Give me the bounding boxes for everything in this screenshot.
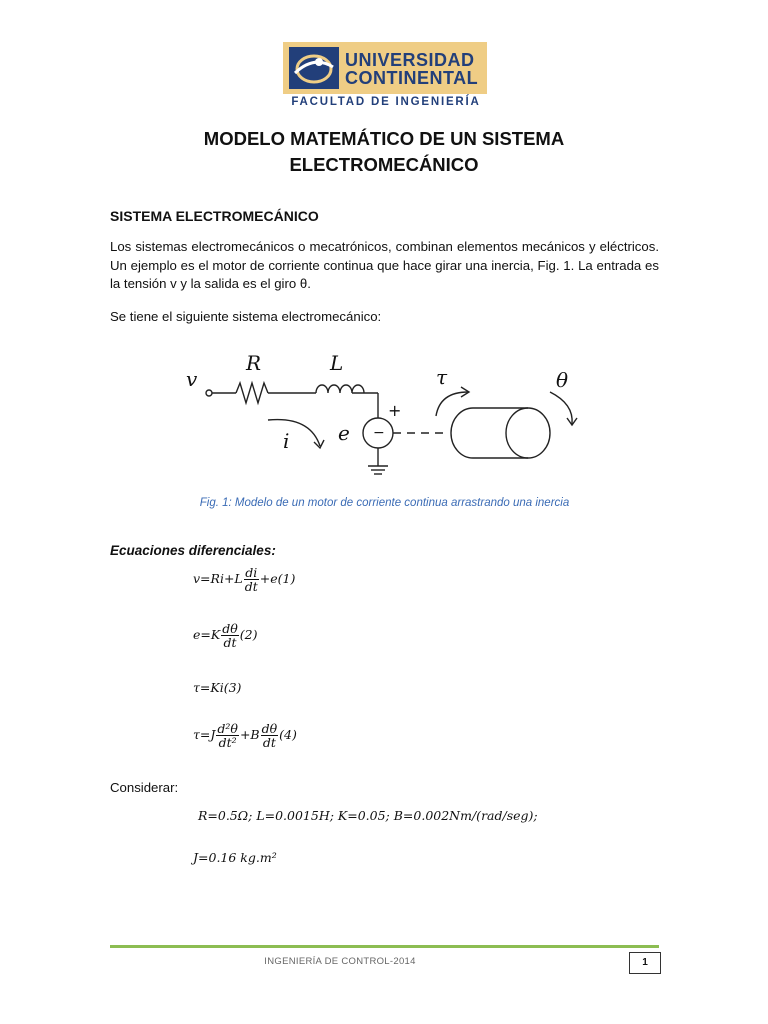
eq4-fraction-2	[261, 722, 279, 749]
eq4-numerator-2: dθ	[261, 721, 278, 736]
system-intro-paragraph: Se tiene el siguiente sistema electromecánico:	[110, 309, 382, 324]
parameters-line-2: J=0.16 kg.m²	[193, 850, 277, 865]
eq1-numerator: di	[245, 565, 258, 580]
equation-2	[193, 622, 257, 649]
eq1-lhs: v=Ri+L	[193, 571, 243, 586]
parameters-line-1: R=0.5Ω; L=0.0015H; K=0.05; B=0.002Nm/(rad/seg);	[198, 808, 538, 823]
eq2-lhs: e=K	[193, 627, 221, 642]
eq2-numerator: dθ	[222, 621, 238, 636]
minus-sign: −	[373, 425, 385, 441]
logo-line-2: CONTINENTAL	[345, 68, 479, 88]
motor-circuit-diagram	[178, 336, 592, 484]
eq4-denominator-1: dt²	[218, 735, 237, 750]
section-heading: SISTEMA ELECTROMECÁNICO	[110, 208, 319, 224]
footer-divider	[110, 945, 659, 948]
emf-label: e	[338, 421, 350, 445]
inertia-cylinder	[451, 408, 550, 458]
intro-paragraph: Los sistemas electromecánicos o mecatrónicos, combinan elementos mecánicos y eléctricos. Un ejemplo es el motor de corriente continua que hace girar una inercia, Fig. 1. La entrada es la tensión v y la salida es el giro θ.	[110, 239, 659, 291]
eq2-denominator: dt	[223, 635, 237, 650]
eq2-fraction	[221, 622, 239, 649]
consider-label: Considerar:	[110, 780, 179, 795]
eq1-rhs: +e(1)	[259, 571, 296, 586]
input-terminal	[206, 390, 212, 396]
equation-3: τ=Ki(3)	[193, 680, 242, 695]
page-number: 1	[629, 952, 661, 974]
footer-text: INGENIERÍA DE CONTROL-2014	[264, 956, 416, 967]
inductor-symbol	[316, 385, 364, 393]
eq1-denominator: dt	[244, 579, 258, 594]
equation-1	[193, 566, 295, 593]
current-arrow	[268, 420, 320, 446]
logo-emblem-icon	[289, 47, 339, 89]
eq4-lhs: τ=J	[193, 727, 216, 742]
logo-line-1: UNIVERSIDAD	[345, 50, 475, 70]
university-logo	[283, 42, 487, 94]
rotation-arrow	[550, 392, 572, 424]
eq2-rhs: (2)	[239, 627, 258, 642]
voltage-label: v	[186, 367, 198, 391]
eq1-fraction	[244, 566, 259, 593]
eq4-mid: +B	[239, 727, 260, 742]
resistor-symbol	[236, 383, 268, 403]
eq4-rhs: (4)	[279, 727, 297, 742]
eq4-denominator-2: dt	[262, 735, 276, 750]
equation-4	[193, 722, 297, 749]
angle-label: θ	[556, 368, 569, 392]
inductor-label: L	[330, 351, 344, 375]
plus-sign: +	[388, 401, 402, 420]
ground-symbol	[368, 466, 388, 474]
document-title: MODELO MATEMÁTICO DE UN SISTEMA ELECTROMECÁNICO	[203, 128, 565, 175]
faculty-name: FACULTAD DE INGENIERÍA	[291, 96, 481, 108]
current-label: i	[283, 429, 290, 453]
equations-heading: Ecuaciones diferenciales:	[110, 543, 276, 558]
eq4-numerator-1: d²θ	[217, 721, 238, 736]
eq4-fraction-1	[216, 722, 239, 749]
resistor-label: R	[246, 351, 262, 375]
torque-label: τ	[436, 365, 448, 389]
figure-caption: Fig. 1: Modelo de un motor de corriente continua arrastrando una inercia	[199, 497, 570, 509]
